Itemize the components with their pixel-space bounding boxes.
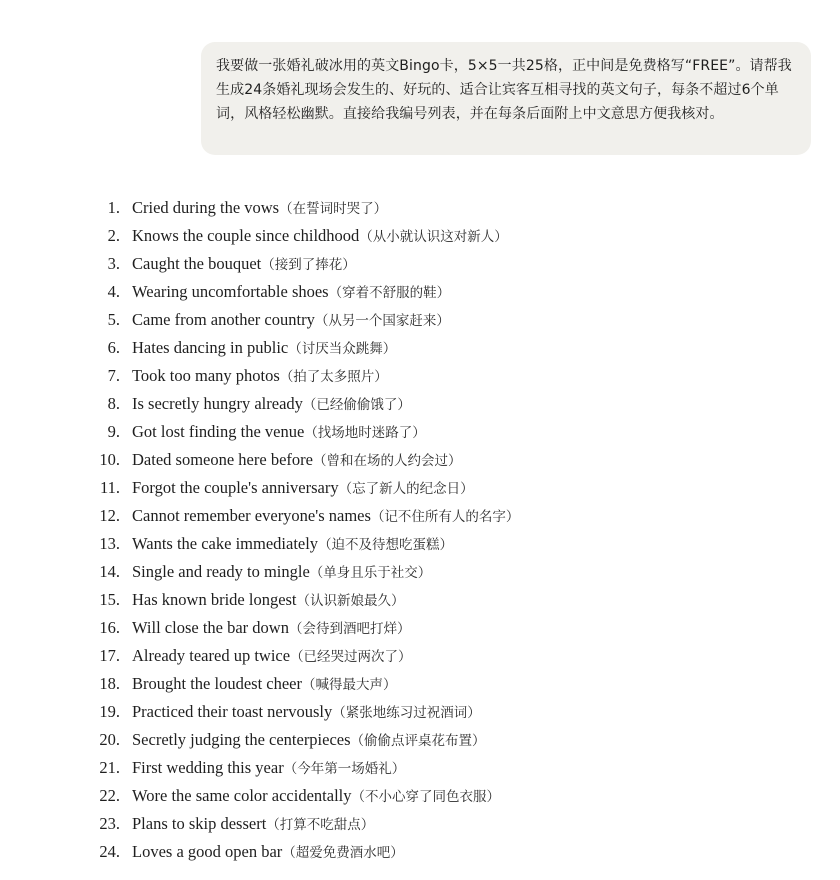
list-item-chinese: （认识新娘最久） [296, 593, 405, 609]
list-item-english: Will close the bar down [132, 618, 289, 637]
list-item-english: Got lost finding the venue [132, 422, 305, 441]
list-item-chinese: （穿着不舒服的鞋） [328, 285, 451, 301]
list-item-text [132, 250, 356, 279]
list-item-text [132, 222, 508, 251]
list-item-text [132, 726, 486, 755]
list-item-english: Wants the cake immediately [132, 534, 319, 553]
list-item-number: 10. [99, 450, 120, 469]
list-item-chinese: （超爱免费酒水吧） [282, 845, 404, 861]
list-item-text [132, 446, 461, 475]
list-item-chinese: （在誓词时哭了） [279, 201, 388, 217]
list-item-text [132, 362, 388, 391]
list-item-text [132, 558, 431, 587]
list-item-text [132, 530, 453, 559]
list-item-text [132, 782, 500, 811]
list-item-english: Wearing uncomfortable shoes [132, 282, 329, 301]
list-item [0, 614, 840, 642]
list-item-chinese: （喊得最大声） [302, 677, 397, 693]
list-item [0, 754, 840, 782]
list-item-number: 6. [107, 338, 120, 357]
list-item [0, 698, 840, 726]
list-item-english: Forgot the couple's anniversary [132, 478, 339, 497]
list-item [0, 362, 840, 390]
list-item-chinese: （从小就认识这对新人） [359, 229, 508, 245]
list-item-number: 20. [99, 730, 120, 749]
list-item [0, 390, 840, 418]
list-item-english: Secretly judging the centerpieces [132, 730, 351, 749]
user-message-bubble: 我要做一张婚礼破冰用的英文Bingo卡，5×5一共25格，正中间是免费格写“FREE”。请帮我生成24条婚礼现场会发生的、好玩的、适合让宾客互相寻找的英文句子，每条不超过6个单词，风格轻松幽默。直接给我编号列表，并在每条后面附上中文意思方便我核对。 [201, 42, 811, 155]
list-item [0, 782, 840, 810]
list-item-english: Cried during the vows [132, 198, 280, 217]
list-item [0, 194, 840, 222]
list-item-english: Knows the couple since childhood [132, 226, 360, 245]
list-item-text [132, 670, 397, 699]
list-item-number: 8. [107, 394, 120, 413]
list-item-number: 5. [107, 310, 120, 329]
list-item [0, 502, 840, 530]
list-item [0, 838, 840, 866]
list-item-number: 9. [107, 422, 120, 441]
list-item-number: 19. [99, 702, 120, 721]
list-item-text [132, 474, 474, 503]
list-item-chinese: （已经哭过两次了） [290, 649, 412, 665]
list-item-chinese: （迫不及待想吃蛋糕） [318, 537, 454, 553]
list-item-chinese: （单身且乐于社交） [309, 565, 432, 581]
list-item [0, 810, 840, 838]
list-item-number: 4. [107, 282, 120, 301]
list-item-chinese: （已经偷偷饿了） [302, 397, 411, 413]
list-item-text [132, 194, 387, 223]
list-item-english: Single and ready to mingle [132, 562, 310, 581]
list-item-english: Plans to skip dessert [132, 814, 267, 833]
list-item [0, 334, 840, 362]
list-item-number: 1. [107, 198, 120, 217]
list-item-number: 16. [99, 618, 120, 637]
list-item-chinese: （忘了新人的纪念日） [338, 481, 474, 497]
list-item-chinese: （曾和在场的人约会过） [312, 453, 462, 469]
list-item-number: 14. [99, 562, 120, 581]
list-item-chinese: （紧张地练习过祝酒词） [332, 705, 481, 721]
list-item [0, 642, 840, 670]
list-item [0, 222, 840, 250]
list-item [0, 278, 840, 306]
list-item-number: 24. [99, 842, 120, 861]
list-item-text [132, 810, 374, 839]
list-item-english: Wore the same color accidentally [132, 786, 352, 805]
list-item-english: Practiced their toast nervously [132, 702, 333, 721]
list-item-number: 21. [99, 758, 120, 777]
list-item [0, 726, 840, 754]
list-item-english: Cannot remember everyone's names [132, 506, 371, 525]
list-item-english: Brought the loudest cheer [132, 674, 302, 693]
list-item-number: 23. [99, 814, 120, 833]
list-item [0, 306, 840, 334]
list-item-chinese: （打算不吃甜点） [266, 817, 375, 833]
list-item-chinese: （讨厌当众跳舞） [288, 341, 397, 357]
list-item-english: First wedding this year [132, 758, 284, 777]
list-item-number: 12. [99, 506, 120, 525]
list-item-number: 3. [107, 254, 120, 273]
list-item [0, 250, 840, 278]
list-item-text [132, 586, 405, 615]
list-item-english: Has known bride longest [132, 590, 297, 609]
list-item-english: Hates dancing in public [132, 338, 289, 357]
list-item-number: 13. [99, 534, 120, 553]
list-item [0, 474, 840, 502]
list-item-english: Came from another country [132, 310, 315, 329]
list-item [0, 418, 840, 446]
list-item-text [132, 334, 396, 363]
list-item-text [132, 642, 412, 671]
list-item-chinese: （会待到酒吧打烊） [288, 621, 411, 637]
list-item-number: 17. [99, 646, 120, 665]
list-item-chinese: （接到了捧花） [261, 257, 356, 273]
list-item-english: Caught the bouquet [132, 254, 262, 273]
answer-list [0, 194, 840, 866]
list-item-english: Already teared up twice [132, 646, 291, 665]
list-item [0, 670, 840, 698]
list-item [0, 586, 840, 614]
list-item [0, 558, 840, 586]
list-item-text [132, 614, 410, 643]
list-item-english: Loves a good open bar [132, 842, 283, 861]
list-item-number: 7. [107, 366, 120, 385]
list-item-number: 22. [99, 786, 120, 805]
list-item-text [132, 698, 481, 727]
list-item-text [132, 390, 411, 419]
list-item-chinese: （拍了太多照片） [279, 369, 388, 385]
list-item-chinese: （找场地时迷路了） [304, 425, 426, 441]
list-item-number: 18. [99, 674, 120, 693]
list-item-chinese: （记不住所有人的名字） [370, 509, 520, 525]
list-item-text [132, 306, 450, 335]
list-item-number: 11. [99, 478, 120, 497]
list-item-text [132, 838, 404, 867]
list-item-english: Dated someone here before [132, 450, 313, 469]
list-item-number: 15. [99, 590, 120, 609]
list-item-chinese: （不小心穿了同色衣服） [351, 789, 500, 805]
list-item-text [132, 502, 519, 531]
list-item [0, 530, 840, 558]
list-item-chinese: （偷偷点评桌花布置） [350, 733, 486, 749]
list-item-text [132, 754, 405, 783]
list-item-chinese: （今年第一场婚礼） [283, 761, 406, 777]
list-item-english: Is secretly hungry already [132, 394, 303, 413]
list-item-english: Took too many photos [132, 366, 280, 385]
list-item-text [132, 278, 450, 307]
list-item-chinese: （从另一个国家赶来） [314, 313, 450, 329]
list-item-text [132, 418, 426, 447]
list-item [0, 446, 840, 474]
list-item-number: 2. [107, 226, 120, 245]
